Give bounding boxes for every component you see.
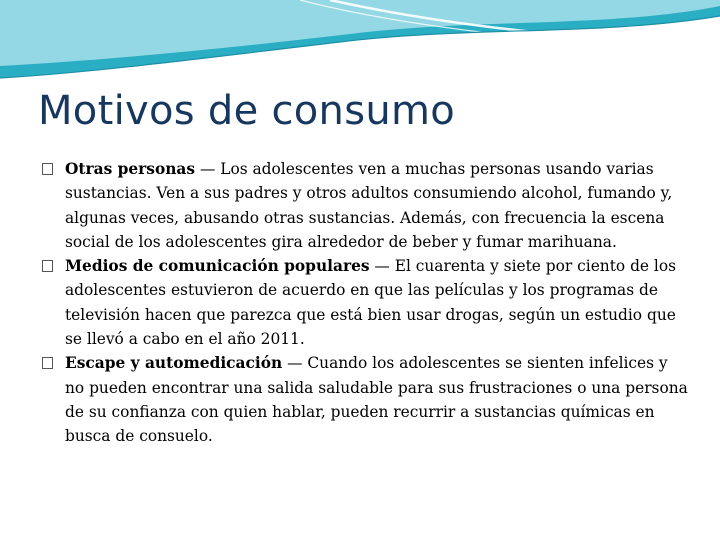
bullet-text: — Cuando los adolescentes se sienten infelices y no pueden encontrar una salida saludable para sus frustraciones o una persona de su confianza con quien hablar, pueden recurrir a sustancias químicas en busca de consuelo.	[65, 354, 688, 446]
bullet-text: — Los adolescentes ven a muchas personas usando varias sustancias. Ven a sus padres y otros adultos consumiendo alcohol, fumando y, algunas veces, abusando otras sustancias. Además, con frecuencia la escena social de los adolescentes gira alrededor de beber y fumar marihuana.	[65, 160, 673, 251]
header-wave-banner	[0, 0, 720, 90]
bullet-list	[40, 157, 690, 449]
square-glyph-icon	[42, 357, 53, 369]
square-glyph-icon	[42, 163, 53, 175]
bullet-item-otras-personas	[40, 157, 690, 254]
bullet-term: Otras personas	[65, 160, 196, 178]
bullet-text: — El cuarenta y siete por ciento de los adolescentes estuvieron de acuerdo en que las películas y los programas de televisión hacen que parezca que está bien usar drogas, según un estudio que se llevó a cabo en el año 2011.	[65, 257, 677, 349]
bullet-term: Medios de comunicación populares	[65, 257, 370, 276]
bullet-item-medios-de-comunicacion	[40, 254, 690, 351]
bullet-item-escape-y-automedicacion	[40, 351, 690, 448]
slide-title: Motivos de consumo	[38, 88, 456, 134]
bullet-term: Escape y automedicación	[65, 354, 283, 373]
square-glyph-icon	[42, 260, 53, 272]
